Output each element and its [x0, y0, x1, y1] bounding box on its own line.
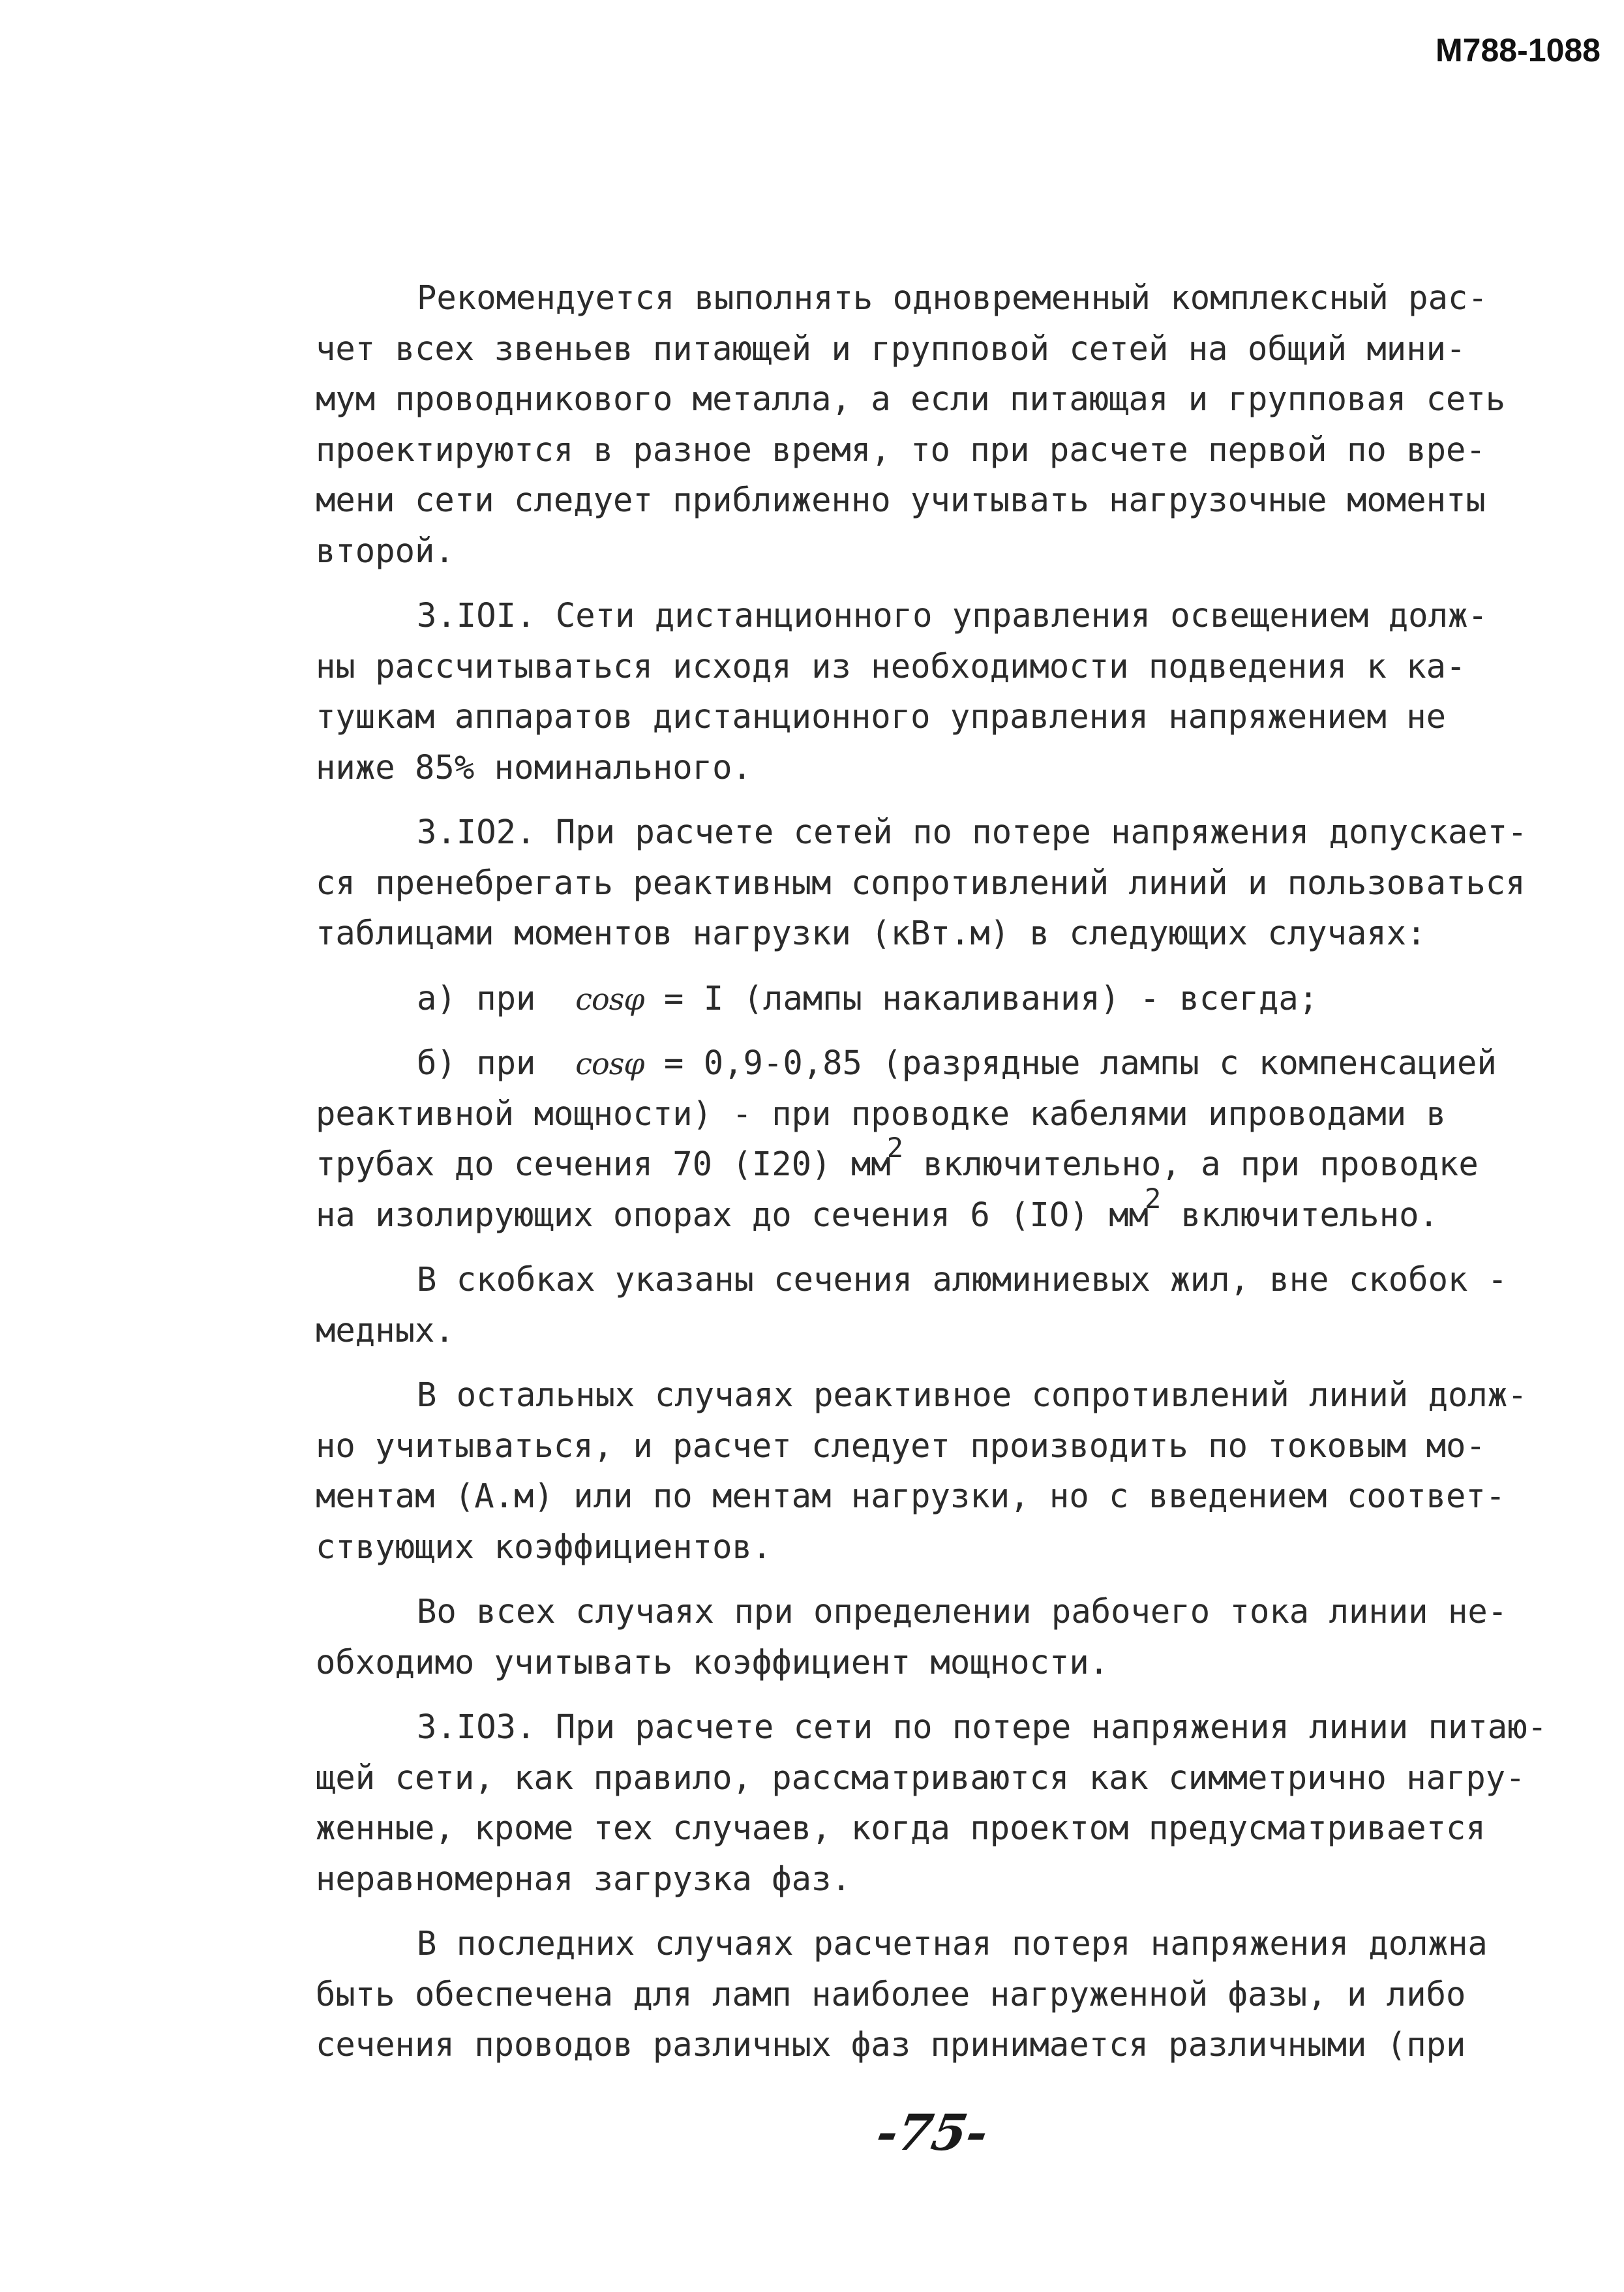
text-line: таблицами моментов нагрузки (кВт.м) в следующих случаях: — [316, 914, 1426, 952]
paragraph-last-cases — [316, 1918, 1542, 2070]
text-line — [316, 1132, 1542, 1190]
paragraph-all-cases — [316, 1586, 1542, 1687]
text-segment: на изолирующих опорах до сечения 6 (IO) мм — [316, 1195, 1149, 1234]
text-line: ны рассчитываться исходя из необходимости подведения к ка- — [316, 646, 1466, 686]
text-line — [316, 1182, 1542, 1241]
text-line: тушкам аппаратов дистанционного управления напряжением не — [316, 697, 1447, 736]
text-line: ствующих коэффициентов. — [316, 1527, 772, 1566]
text-line: мум проводникового металла, а если питающая и групповая сеть — [316, 380, 1506, 418]
item-b-prefix: б) при — [417, 1044, 576, 1082]
paragraph-1 — [316, 273, 1542, 576]
paragraph-brackets-note — [316, 1254, 1542, 1355]
text-line: ментам (А.м) или по ментам нагрузки, но с введением соответ- — [316, 1477, 1506, 1515]
text-line: В скобках указаны сечения алюминиевых жил, вне скобок - — [417, 1260, 1508, 1299]
item-a-prefix: а) при — [417, 978, 576, 1018]
paragraph-other-cases — [316, 1370, 1542, 1572]
text-line: второй. — [316, 531, 455, 570]
text-line: быть обеспечена для ламп наиболее нагруженной фазы, и либо — [316, 1974, 1466, 2013]
list-item-a — [316, 973, 1542, 1024]
document-body — [316, 273, 1548, 2070]
paragraph-3-103 — [316, 1702, 1548, 1904]
superscript: 2 — [1144, 1182, 1162, 1214]
text-line: 3.IOI. Сети дистанционного управления освещением долж- — [417, 596, 1488, 635]
page-number: -75- — [872, 2104, 993, 2162]
text-line: обходимо учитывать коэффициент мощности. — [316, 1642, 1109, 1681]
text-line: В последних случаях расчетная потеря напряжения должна — [417, 1924, 1488, 1963]
text-line: но учитываться, и расчет следует производить по токовым мо- — [316, 1426, 1486, 1465]
text-line: неравномерная загрузка фаз. — [316, 1859, 851, 1898]
text-line: женные, кроме тех случаев, когда проектом предусматривается — [316, 1809, 1486, 1847]
text-line: реактивной мощности) - при проводке кабелями ипроводами в — [316, 1094, 1447, 1133]
cos-phi-formula: cosφ — [575, 1046, 644, 1081]
cos-phi-formula: cosφ — [575, 981, 644, 1017]
paragraph-3-102 — [316, 807, 1542, 959]
item-a-text: = I (лампы накаливания) - всегда; — [644, 978, 1319, 1018]
text-segment: включительно. — [1161, 1195, 1439, 1234]
text-line: проектируются в разное время, то при расчете первой по вре- — [316, 430, 1486, 469]
text-line — [316, 1038, 1542, 1089]
text-line: сечения проводов различных фаз принимается различными (при — [316, 2025, 1466, 2064]
text-line: чет всех звеньев питающей и групповой сетей на общий мини- — [316, 329, 1466, 368]
text-line — [316, 973, 1542, 1024]
text-line: щей сети, как правило, рассматриваются как симметрично нагру- — [316, 1758, 1526, 1797]
paragraph-3-101 — [316, 590, 1542, 792]
text-segment: трубах до сечения 70 (I20) мм — [316, 1145, 891, 1183]
superscript: 2 — [886, 1132, 904, 1164]
text-segment: включительно, а при проводке — [903, 1145, 1479, 1183]
item-b-text: = 0,9-0,85 (разрядные лампы с компенсацией — [644, 1044, 1497, 1082]
text-line: медных. — [316, 1310, 455, 1350]
text-line: 3.IO3. При расчете сети по потере напряжения линии питаю- — [417, 1708, 1548, 1746]
text-line: 3.IO2. При расчете сетей по потере напряжения допускает- — [417, 813, 1527, 851]
text-line: В остальных случаях реактивное сопротивлений линий долж- — [417, 1376, 1527, 1414]
text-line: Во всех случаях при определении рабочего тока линии не- — [417, 1592, 1508, 1631]
text-line: Рекомендуется выполнять одновременный комплексный рас- — [417, 279, 1488, 317]
text-line: ниже 85% номинального. — [316, 747, 752, 787]
document-code: M788-1088 — [1436, 32, 1601, 68]
text-line: мени сети следует приближенно учитывать нагрузочные моменты — [316, 481, 1486, 519]
list-item-b — [316, 1038, 1542, 1240]
text-line: ся пренебрегать реактивным сопротивлений линий и пользоваться — [316, 863, 1526, 902]
